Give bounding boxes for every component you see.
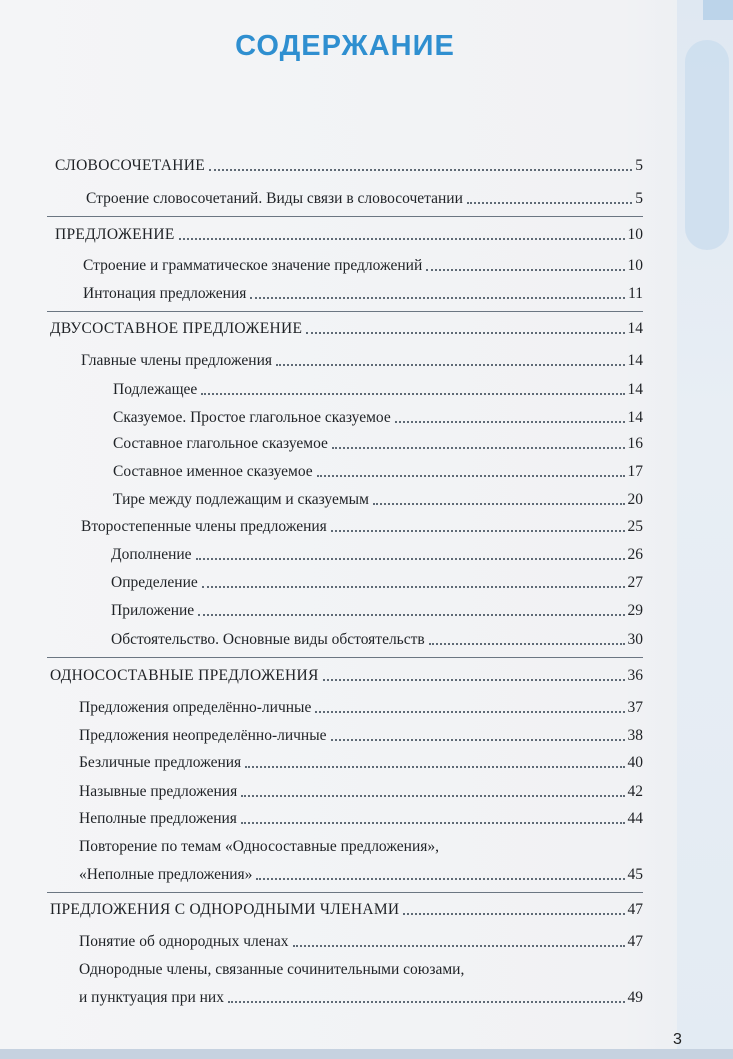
toc-section-title: ПРЕДЛОЖЕНИЕ [55,226,175,243]
dot-leader [179,238,625,240]
toc-entry-title: Составное именное сказуемое [113,463,313,480]
toc-page-number: 49 [627,989,643,1006]
toc-page-number: 30 [627,631,643,648]
toc-entry[interactable] [79,987,643,1007]
toc-entry-line[interactable] [79,959,643,979]
toc-entry[interactable] [79,725,643,745]
toc-entry[interactable] [111,572,643,592]
toc-entry-title: и пунктуация при них [79,989,224,1006]
toc-entry[interactable] [81,350,643,370]
toc-entry-title: Предложения неопределённо-личные [79,727,327,744]
toc-entry-title: «Неполные предложения» [79,866,253,883]
toc-page-number: 17 [627,463,643,480]
toc-entry-title: Неполные предложения [79,810,237,827]
toc-entry-title: Обстоятельство. Основные виды обстоятельств [111,631,425,648]
dot-leader [209,169,632,171]
toc-entry-title: Составное глагольное сказуемое [113,435,328,452]
section-divider [47,892,643,893]
toc-page-number: 5 [635,190,643,207]
toc-page-number: 29 [627,602,643,619]
toc-page-number: 47 [627,901,643,918]
toc-entry[interactable] [111,544,643,564]
dot-leader [395,421,625,423]
dot-leader [467,202,632,204]
toc-page-number: 14 [627,381,643,398]
dot-leader [429,643,625,645]
toc-entry[interactable] [81,516,643,536]
toc-section-row[interactable] [50,665,643,685]
toc-section-row[interactable] [50,318,643,338]
toc-entry[interactable] [111,600,643,620]
page-title: СОДЕРЖАНИЕ [235,30,455,62]
dot-leader [276,364,625,366]
toc-page-number: 20 [627,491,643,508]
toc-entry-title: Приложение [111,602,195,619]
toc-entry-title: Назывные предложения [79,783,238,800]
toc-section-row[interactable] [55,224,643,244]
toc-entry[interactable] [111,629,643,649]
dot-leader [332,447,625,449]
dot-leader [426,269,624,271]
toc-entry[interactable] [79,864,643,884]
toc-entry-title: Главные члены предложения [81,352,272,369]
toc-entry-title: Определение [111,574,198,591]
dot-leader [228,1001,625,1003]
toc-entry[interactable] [86,188,643,208]
toc-entry-line[interactable] [79,836,643,856]
toc-page-number: 5 [635,157,643,174]
toc-entry-title: Понятие об однородных членах [79,933,289,950]
dot-leader [293,945,625,947]
toc-section-title: ДВУСОСТАВНОЕ ПРЕДЛОЖЕНИЕ [50,320,303,337]
toc-entry-title: Дополнение [111,546,192,563]
toc-entry[interactable] [79,752,643,772]
toc-entry-title: Строение словосочетаний. Виды связи в словосочетании [86,190,463,207]
toc-page-number: 14 [627,409,643,426]
dot-leader [306,332,624,334]
toc-section-title: ОДНОСОСТАВНЫЕ ПРЕДЛОЖЕНИЯ [50,667,319,684]
toc-page-number: 26 [627,546,643,563]
dot-leader [241,822,625,824]
toc-page-number: 25 [627,518,643,535]
toc-entry-title: Строение и грамматическое значение предложений [83,257,423,274]
toc-page-number: 16 [627,435,643,452]
dot-leader [373,503,625,505]
toc-page-number: 11 [628,285,643,302]
toc-entry-title: Подлежащее [113,381,198,398]
toc-entry[interactable] [113,433,643,453]
toc-page-number: 37 [627,699,643,716]
toc-entry[interactable] [113,461,643,481]
toc-entry-title: Сказуемое. Простое глагольное сказуемое [113,409,391,426]
dot-leader [331,739,625,741]
toc-entry[interactable] [113,407,643,427]
section-divider [47,216,643,217]
toc-page-number: 38 [627,727,643,744]
dot-leader [256,878,624,880]
toc-page-number: 44 [627,810,643,827]
toc-page-number: 10 [627,226,643,243]
dot-leader [323,679,625,681]
toc-page-number: 42 [627,783,643,800]
toc-page-number: 27 [627,574,643,591]
dot-leader [241,795,624,797]
toc-entry-title: Второстепенные члены предложения [81,518,327,535]
toc-page-number: 14 [627,320,643,337]
dot-leader [315,711,624,713]
toc-entry-title: Интонация предложения [83,285,247,302]
toc-entry-title: Повторение по темам «Односоставные предложения», [79,838,440,855]
toc-entry-title: Тире между подлежащим и сказуемым [113,491,369,508]
dot-leader [201,393,624,395]
toc-entry-title: Однородные члены, связанные сочинительными союзами, [79,961,465,978]
toc-entry[interactable] [79,931,643,951]
dot-leader [198,614,624,616]
dot-leader [202,586,625,588]
toc-entry[interactable] [83,283,643,303]
toc-entry-title: Предложения определённо-личные [79,699,312,716]
dot-leader [245,766,624,768]
toc-page-number: 36 [627,667,643,684]
toc-section-row[interactable] [50,899,643,919]
toc-page-number: 45 [627,866,643,883]
toc-entry[interactable] [79,697,643,717]
dot-leader [317,475,625,477]
toc-page-number: 10 [627,257,643,274]
page-number: 3 [673,1031,682,1048]
toc-entry[interactable] [79,808,643,828]
dot-leader [403,913,624,915]
toc-entry[interactable] [113,379,643,399]
toc-section-title: ПРЕДЛОЖЕНИЯ С ОДНОРОДНЫМИ ЧЛЕНАМИ [50,901,400,918]
toc-section-row[interactable] [55,155,643,175]
toc-entry[interactable] [79,781,643,801]
dot-leader [331,530,625,532]
toc-page-number: 40 [627,754,643,771]
toc-page-number: 14 [627,352,643,369]
dot-leader [250,297,625,299]
toc-entry[interactable] [113,489,643,509]
section-divider [47,657,643,658]
dot-leader [196,558,625,560]
section-divider [47,311,643,312]
toc-section-title: СЛОВОСОЧЕТАНИЕ [55,157,206,174]
toc-entry[interactable] [83,255,643,275]
toc-entry-title: Безличные предложения [79,754,242,771]
toc-page-number: 47 [627,933,643,950]
